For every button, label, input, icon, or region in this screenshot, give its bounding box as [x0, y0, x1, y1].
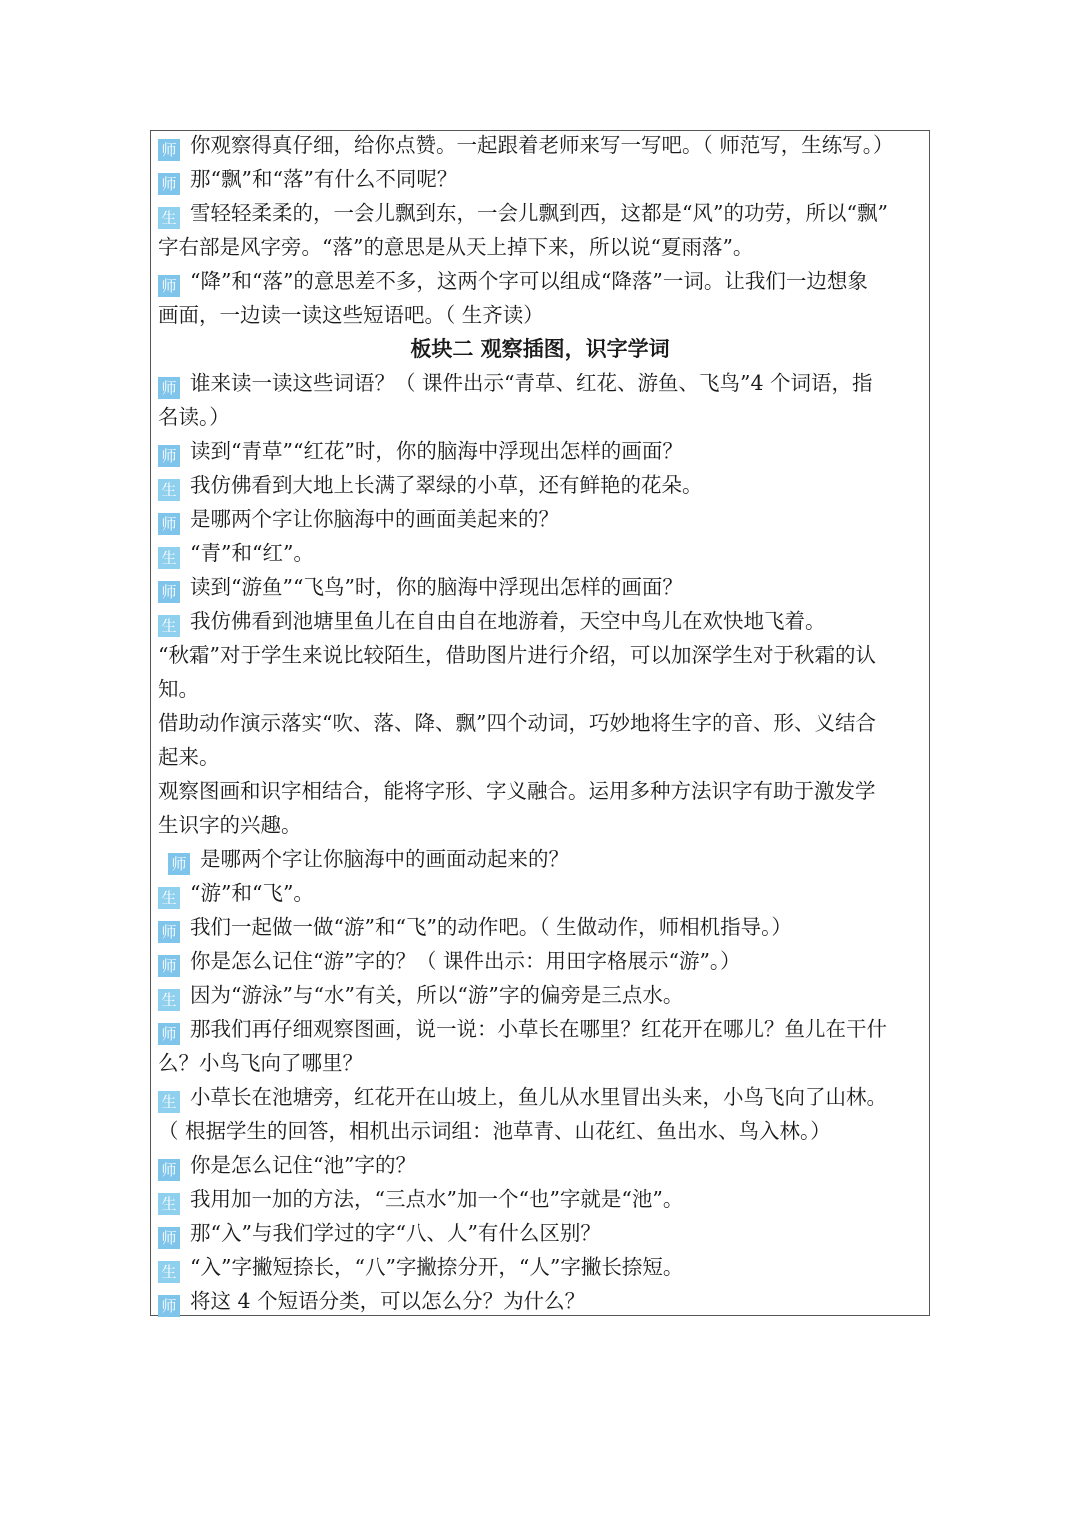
student-tag-icon: 生 — [158, 989, 180, 1011]
line-text: 我用加一加的方法，“三点水”加一个“也”字就是“池”。 — [190, 1187, 684, 1211]
dialogue-line — [158, 774, 922, 808]
line-text: 读到“青草”“红花”时，你的脑海中浮现出怎样的画面？ — [190, 439, 683, 463]
dialogue-line — [158, 570, 922, 604]
student-tag-icon: 生 — [158, 1091, 180, 1113]
student-tag-icon: 生 — [158, 1261, 180, 1283]
line-text: 是哪两个字让你脑海中的画面美起来的？ — [190, 507, 559, 531]
dialogue-line — [168, 842, 922, 876]
teacher-tag-icon: 师 — [158, 173, 180, 195]
dialogue-line — [158, 944, 922, 978]
line-text: 是哪两个字让你脑海中的画面动起来的？ — [200, 847, 569, 871]
dialogue-line — [158, 128, 922, 162]
teacher-tag-icon: 师 — [158, 581, 180, 603]
line-text: 知。 — [158, 677, 199, 701]
dialogue-line — [158, 706, 922, 740]
dialogue-line — [158, 264, 922, 298]
student-tag-icon: 生 — [158, 615, 180, 637]
line-text: 因为“游泳”与“水”有关，所以“游”字的偏旁是三点水。 — [190, 983, 684, 1007]
line-text: 借助动作演示落实“吹、落、降、飘”四个动词，巧妙地将生字的音、形、义结合 — [158, 711, 876, 735]
teacher-tag-icon: 师 — [158, 513, 180, 535]
dialogue-line — [158, 298, 922, 332]
line-text: 你观察得真仔细，给你点赞。一起跟着老师来写一写吧。（ 师范写，生练写。） — [190, 133, 894, 157]
dialogue-line — [158, 978, 922, 1012]
teacher-tag-icon: 师 — [158, 1159, 180, 1181]
student-tag-icon: 生 — [158, 1193, 180, 1215]
teacher-tag-icon: 师 — [158, 1227, 180, 1249]
dialogue-line — [158, 1284, 922, 1318]
dialogue-line — [158, 1148, 922, 1182]
teacher-tag-icon: 师 — [158, 955, 180, 977]
dialogue-line — [158, 1012, 922, 1046]
student-tag-icon: 生 — [158, 479, 180, 501]
dialogue-line — [158, 1080, 922, 1114]
dialogue-line — [158, 740, 922, 774]
line-text: 我仿佛看到大地上长满了翠绿的小草，还有鲜艳的花朵。 — [190, 473, 703, 497]
dialogue-line — [158, 1114, 922, 1148]
line-text: 那“飘”和“落”有什么不同呢？ — [190, 167, 458, 191]
dialogue-line — [158, 502, 922, 536]
line-text: 你是怎么记住“游”字的？（ 课件出示：用田字格展示“游”。） — [190, 949, 741, 973]
line-text: 那我们再仔细观察图画，说一说：小草长在哪里？红花开在哪儿？鱼儿在干什 — [190, 1017, 887, 1041]
dialogue-line — [158, 876, 922, 910]
line-text: 我仿佛看到池塘里鱼儿在自由自在地游着，天空中鸟儿在欢快地飞着。 — [190, 609, 826, 633]
teacher-tag-icon: 师 — [158, 377, 180, 399]
teacher-tag-icon: 师 — [158, 275, 180, 297]
dialogue-line — [158, 1046, 922, 1080]
teacher-tag-icon: 师 — [158, 1023, 180, 1045]
line-text: “游”和“飞”。 — [190, 881, 314, 905]
line-text: “秋霜”对于学生来说比较陌生，借助图片进行介绍，可以加深学生对于秋霜的认 — [158, 643, 876, 667]
student-tag-icon: 生 — [158, 887, 180, 909]
line-text: 起来。 — [158, 745, 220, 769]
line-text: 你是怎么记住“池”字的？ — [190, 1153, 416, 1177]
line-text: 那“入”与我们学过的字“八、人”有什么区别？ — [190, 1221, 601, 1245]
line-text: “降”和“落”的意思差不多，这两个字可以组成“降落”一词。让我们一边想象 — [190, 269, 868, 293]
dialogue-line — [158, 1182, 922, 1216]
student-tag-icon: 生 — [158, 207, 180, 229]
line-text: “入”字撇短捺长，“八”字撇捺分开，“人”字撇长捺短。 — [190, 1255, 684, 1279]
line-text: 读到“游鱼”“飞鸟”时，你的脑海中浮现出怎样的画面？ — [190, 575, 683, 599]
student-tag-icon: 生 — [158, 547, 180, 569]
dialogue-line — [158, 1216, 922, 1250]
line-text: “青”和“红”。 — [190, 541, 314, 565]
dialogue-line — [158, 230, 922, 264]
line-text: 么？小鸟飞向了哪里？ — [158, 1051, 363, 1075]
dialogue-line — [158, 638, 922, 672]
teacher-tag-icon: 师 — [158, 1295, 180, 1317]
teacher-tag-icon: 师 — [158, 445, 180, 467]
dialogue-line — [158, 536, 922, 570]
line-text: 字右部是风字旁。“落”的意思是从天上掉下来，所以说“夏雨落”。 — [158, 235, 754, 259]
dialogue-line — [158, 366, 922, 400]
line-text: 小草长在池塘旁，红花开在山坡上，鱼儿从水里冒出头来，小鸟飞向了山林。 — [190, 1085, 887, 1109]
line-text: 将这 4 个短语分类，可以怎么分？为什么？ — [190, 1289, 586, 1313]
line-text: 观察图画和识字相结合，能将字形、字义融合。运用多种方法识字有助于激发学 — [158, 779, 876, 803]
teacher-tag-icon: 师 — [168, 853, 190, 875]
dialogue-line — [158, 400, 922, 434]
dialogue-line — [158, 808, 922, 842]
dialogue-line — [158, 672, 922, 706]
teacher-tag-icon: 师 — [158, 139, 180, 161]
dialogue-line — [158, 604, 922, 638]
line-text: 谁来读一读这些词语？（ 课件出示“青草、红花、游鱼、飞鸟”4 个词语，指 — [190, 371, 873, 395]
line-text: 名读。） — [158, 405, 230, 429]
dialogue-line — [158, 1250, 922, 1284]
dialogue-line — [158, 910, 922, 944]
line-text: 我们一起做一做“游”和“飞”的动作吧。（ 生做动作，师相机指导。） — [190, 915, 792, 939]
dialogue-line — [158, 196, 922, 230]
line-text: （ 根据学生的回答，相机出示词组：池草青、山花红、鱼出水、鸟入林。） — [158, 1119, 831, 1143]
line-text: 画面，一边读一读这些短语吧。（ 生齐读） — [158, 303, 544, 327]
teacher-tag-icon: 师 — [158, 921, 180, 943]
dialogue-line — [158, 434, 922, 468]
dialogue-line — [158, 162, 922, 196]
dialogue-line — [158, 468, 922, 502]
line-text: 雪轻轻柔柔的，一会儿飘到东，一会儿飘到西，这都是“风”的功劳，所以“飘” — [190, 201, 888, 225]
line-text: 生识字的兴趣。 — [158, 813, 302, 837]
section-heading: 板块二 观察插图，识字学词 — [410, 336, 670, 361]
